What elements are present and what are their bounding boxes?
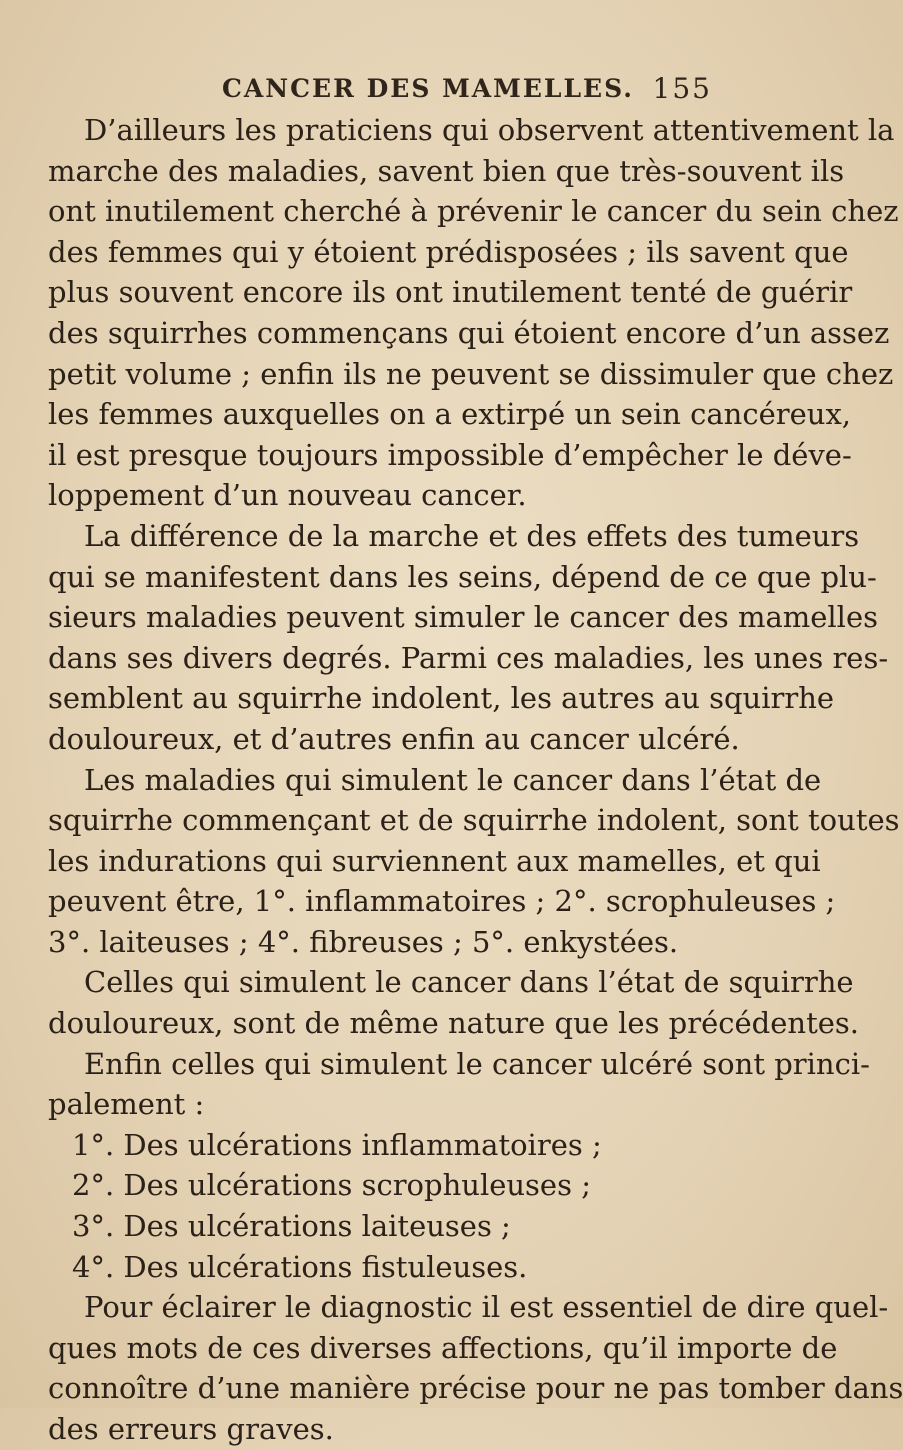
- text-line: dans ses divers degrés. Parmi ces maladies, les unes res-: [48, 640, 889, 675]
- text-line: peuvent être, 1°. inflammatoires ; 2°. scrophuleuses ;: [48, 884, 836, 919]
- list-item: 1°. Des ulcérations inflammatoires ;: [72, 1127, 602, 1162]
- running-head-title: CANCER DES MAMELLES.: [222, 74, 634, 103]
- text-line: sieurs maladies peuvent simuler le cancer des mamelles: [48, 600, 878, 635]
- list-item: 4°. Des ulcérations fistuleuses.: [72, 1249, 528, 1284]
- text-line: squirrhe commençant et de squirrhe indolent, sont toutes: [48, 803, 900, 838]
- text-line: loppement d’un nouveau cancer.: [48, 478, 527, 513]
- text-line: La différence de la marche et des effets des tumeurs: [84, 518, 860, 553]
- text-line: Celles qui simulent le cancer dans l’état de squirrhe: [84, 965, 854, 1000]
- text-line: douloureux, et d’autres enfin au cancer ulcéré.: [48, 721, 740, 756]
- text-line: palement :: [48, 1087, 205, 1122]
- text-line: connoître d’une manière précise pour ne pas tomber dans: [48, 1371, 903, 1406]
- text-line: semblent au squirrhe indolent, les autres au squirrhe: [48, 681, 835, 716]
- text-line: les femmes auxquelles on a extirpé un sein cancéreux,: [48, 397, 852, 432]
- text-line: D’ailleurs les praticiens qui observent attentivement la: [84, 113, 895, 147]
- text-line: marche des maladies, savent bien que très-souvent ils: [48, 153, 845, 188]
- text-line: Pour éclairer le diagnostic il est essentiel de dire quel-: [84, 1290, 889, 1325]
- text-line: Enfin celles qui simulent le cancer ulcéré sont princi-: [84, 1046, 870, 1081]
- list-item: 3°. Des ulcérations laiteuses ;: [72, 1209, 511, 1244]
- text-line: petit volume ; enfin ils ne peuvent se dissimuler que chez: [48, 356, 894, 391]
- text-line: ont inutilement cherché à prévenir le cancer du sein chez: [48, 194, 899, 229]
- page-number: 155: [652, 72, 712, 105]
- text-line: douloureux, sont de même nature que les précédentes.: [48, 1006, 859, 1041]
- text-line: 3°. laiteuses ; 4°. fibreuses ; 5°. enkystées.: [48, 924, 679, 959]
- text-line: des erreurs graves.: [48, 1412, 334, 1446]
- text-line: il est presque toujours impossible d’empêcher le déve-: [48, 437, 852, 472]
- text-line: ques mots de ces diverses affections, qu’il importe de: [48, 1330, 838, 1365]
- text-line: des squirrhes commençans qui étoient encore d’un assez: [48, 315, 890, 350]
- text-line: Les maladies qui simulent le cancer dans l’état de: [84, 762, 822, 797]
- text-line: les indurations qui surviennent aux mamelles, et qui: [48, 843, 821, 878]
- text-line: qui se manifestent dans les seins, dépend de ce que plu-: [48, 559, 877, 594]
- body-text: [48, 110, 903, 1450]
- list-item: 2°. Des ulcérations scrophuleuses ;: [72, 1168, 591, 1203]
- text-line: plus souvent encore ils ont inutilement tenté de guérir: [48, 275, 853, 310]
- text-line: des femmes qui y étoient prédisposées ; ils savent que: [48, 234, 849, 269]
